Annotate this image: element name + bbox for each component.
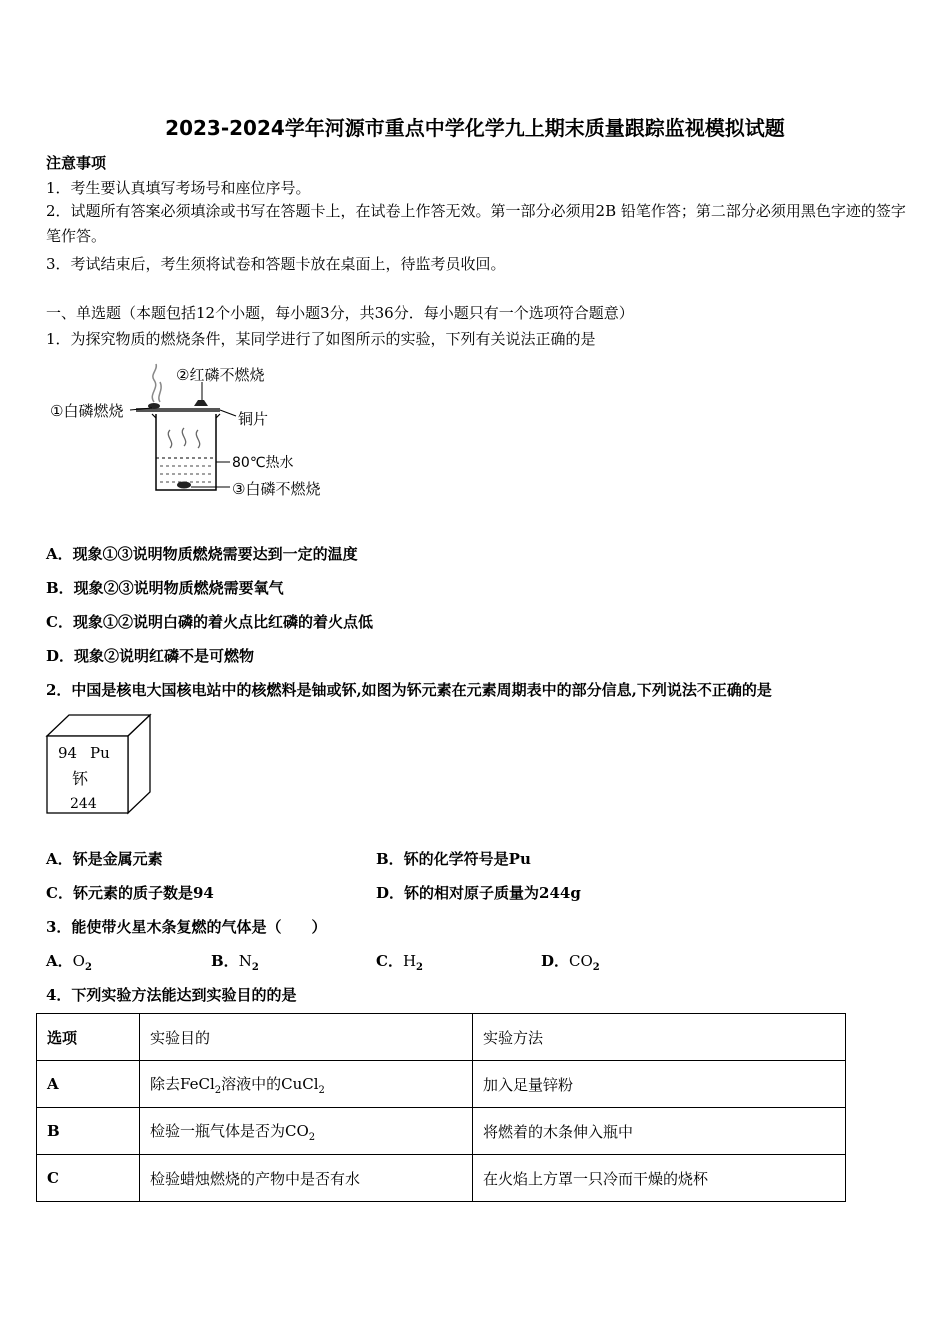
row-purpose: 除去FeCl$_2$溶液中的CuCl$_2$ (140, 1061, 473, 1108)
beaker (156, 414, 216, 490)
q1-option-c: C．现象①②说明白磷的着火点比红磷的着火点低 (46, 613, 373, 631)
q3-option-c: C．$H_2$ (376, 952, 424, 973)
q1-option-d: D．现象②说明红磷不是可燃物 (46, 647, 255, 665)
row-method: 将燃着的木条伸入瓶中 (473, 1108, 846, 1155)
row-option: B (37, 1108, 140, 1155)
q1-option-b: B．现象②③说明物质燃烧需要氧气 (46, 579, 284, 597)
row-option: A (37, 1061, 140, 1108)
header-purpose: 实验目的 (140, 1014, 473, 1061)
row-method: 在火焰上方罩一只冷而干燥的烧杯 (473, 1155, 846, 1202)
q3-stem: 3．能使带火星木条复燃的气体是（ ） (46, 918, 327, 936)
row-option: C (37, 1155, 140, 1202)
table-row (37, 1108, 846, 1155)
label-copper: 铜片 (238, 410, 269, 428)
red-phosphorus (194, 400, 208, 406)
header-method: 实验方法 (473, 1014, 846, 1061)
row-purpose: 检验蜡烛燃烧的产物中是否有水 (140, 1155, 473, 1202)
q3-option-b: B．$N_2$ (211, 952, 259, 973)
label-white-noburn: ③白磷不燃烧 (232, 480, 321, 498)
q1-stem: 1．为探究物质的燃烧条件，某同学进行了如图所示的实验，下列有关说法正确的是 (46, 330, 596, 348)
q3-option-d: D．$CO_2$ (541, 952, 600, 973)
steam-icon (168, 428, 199, 448)
q2-option-b: B．钚的化学符号是Pu (376, 850, 531, 868)
element-name: 钚 (72, 769, 89, 788)
element-mass: 244 (70, 796, 97, 812)
q1-option-a: A．现象①③说明物质燃烧需要达到一定的温度 (46, 545, 358, 563)
section-heading: 一、单选题（本题包括12个小题，每小题3分，共36分．每小题只有一个选项符合题意） (46, 304, 634, 322)
element-number: 94 (58, 744, 78, 762)
q2-option-d: D．钚的相对原子质量为244g (376, 884, 581, 902)
q3-option-a: A．$O_2$ (46, 952, 92, 973)
label-red-phosphorus: ②红磷不燃烧 (176, 366, 265, 384)
notice-item-1: 1．考生要认真填写考场号和座位序号。 (46, 179, 311, 197)
row-purpose: 检验一瓶气体是否为$CO_2$ (140, 1108, 473, 1155)
table-row (37, 1155, 846, 1202)
white-phosphorus-water (177, 482, 191, 489)
q2-stem: 2．中国是核电大国核电站中的核燃料是铀或钚,如图为钚元素在元素周期表中的部分信息,下列说法不正确的是 (46, 681, 772, 699)
page-title: 2023-2024学年河源市重点中学化学九上期末质量跟踪监视模拟试题 (165, 116, 785, 140)
row-method: 加入足量锌粉 (473, 1061, 846, 1108)
q4-table (36, 1013, 846, 1202)
header-option: 选项 (37, 1014, 140, 1061)
smoke-icon (152, 364, 161, 402)
notice-item-3: 3．考试结束后，考生须将试卷和答题卡放在桌面上，待监考员收回。 (46, 255, 506, 273)
q2-option-a: A．钚是金属元素 (46, 850, 163, 868)
notice-item-2: 2．试题所有答案必须填涂或书写在答题卡上，在试卷上作答无效。第一部分必须用2B 铅笔作答；第二部分必须用黑色字迹的签字笔作答。 (46, 202, 906, 245)
notice-heading: 注意事项 (46, 154, 107, 172)
label-hot-water: 80℃热水 (232, 455, 294, 471)
table-row (37, 1061, 846, 1108)
element-symbol: Pu (90, 744, 110, 762)
q1-experiment-figure (44, 360, 344, 510)
table-header-row (37, 1014, 846, 1061)
element-card (44, 712, 154, 816)
q2-option-c: C．钚元素的质子数是94 (46, 884, 214, 902)
label-white-burn: ①白磷燃烧 (50, 402, 124, 420)
q4-stem: 4．下列实验方法能达到实验目的的是 (46, 986, 297, 1004)
